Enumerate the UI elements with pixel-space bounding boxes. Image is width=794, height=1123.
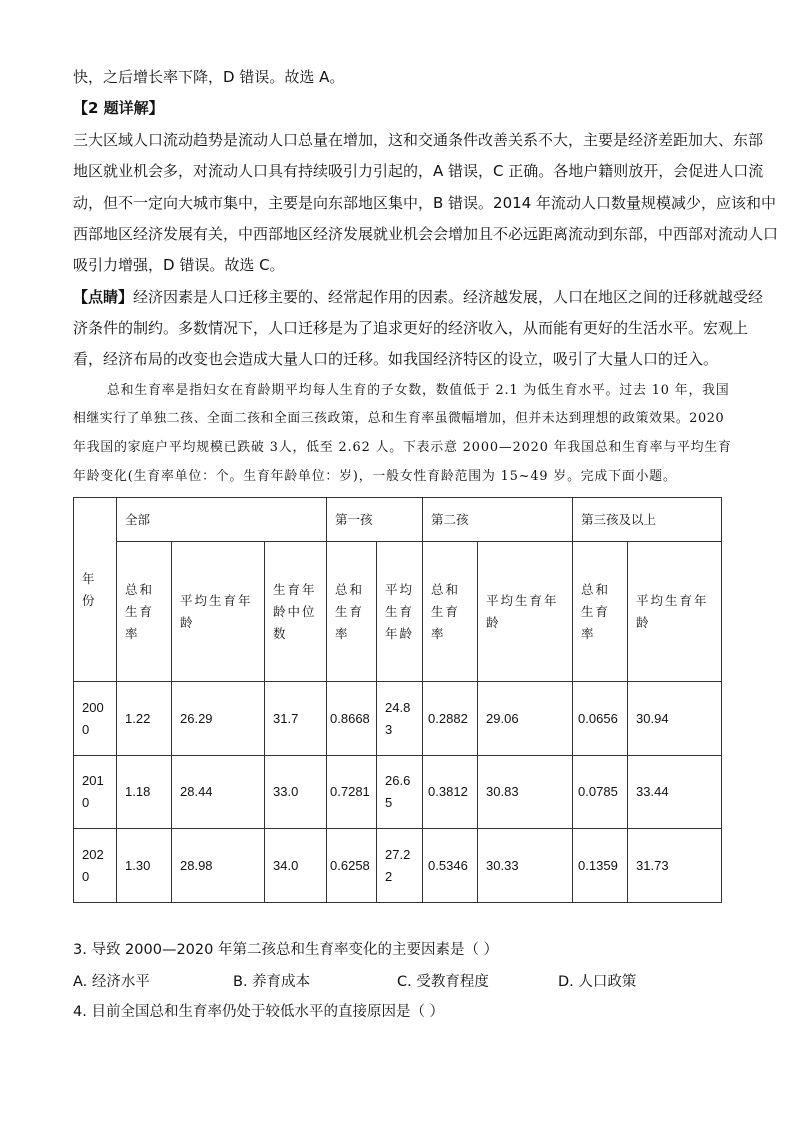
- avg-age-header: 平均生育年龄: [478, 542, 573, 682]
- table-cell: 0.1359: [573, 829, 628, 903]
- question-3: 3. 导致 2000—2020 年第二孩总和生育率变化的主要因素是（ ）: [73, 942, 499, 958]
- group-header: 第一孩: [327, 498, 423, 542]
- table-cell: 26.29: [172, 682, 265, 756]
- tfr-header: 总和生育率: [423, 542, 478, 682]
- note-text-line: 济条件的制约。多数情况下，人口迁移是为了追求更好的经济收入，从而能有更好的生活水平。宏观上: [73, 319, 749, 337]
- tfr-header: 总和生育率: [327, 542, 377, 682]
- answer-text-line: 快，之后增长率下降，D 错误。故选 A。: [73, 68, 345, 86]
- table-cell: 1.22: [117, 682, 172, 756]
- table-cell: 0.7281: [327, 756, 377, 829]
- table-cell: 24.83: [377, 682, 423, 756]
- table-cell: 0.0656: [573, 682, 628, 756]
- table-cell: 27.22: [377, 829, 423, 903]
- detail-heading: 【2 题详解】: [73, 99, 164, 117]
- avg-age-header: 平均生育年龄: [628, 542, 722, 682]
- table-row: [74, 756, 722, 829]
- detail-text-line: 吸引力增强，D 错误。故选 C。: [73, 256, 285, 274]
- avg-age-header: 平均生育年龄: [377, 542, 423, 682]
- detail-text-line: 地区就业机会多，对流动人口具有持续吸引力引起的，A 错误，C 正确。各地户籍则放开，会促进人口流: [73, 162, 764, 180]
- fertility-table: [73, 497, 722, 903]
- median-age-header: 生育年龄中位数: [265, 542, 327, 682]
- tfr-header: 总和生育率: [573, 542, 628, 682]
- table-cell: 28.98: [172, 829, 265, 903]
- table-cell: 0.3812: [423, 756, 478, 829]
- note-text-line: 看，经济布局的改变也会造成大量人口的迁移。如我国经济特区的设立，吸引了大量人口的迁入。: [73, 350, 719, 368]
- year-cell: 2010: [74, 756, 117, 829]
- table-cell: 0.6258: [327, 829, 377, 903]
- question-4: 4. 目前全国总和生育率仍处于较低水平的直接原因是（ ）: [73, 1004, 445, 1020]
- table-cell: 34.0: [265, 829, 327, 903]
- table-row: [74, 829, 722, 903]
- passage-line: 总和生育率是指妇女在育龄期平均每人生育的子女数，数值低于 2.1 为低生育水平。过去 10 年，我国: [107, 383, 730, 398]
- avg-age-header: 平均生育年龄: [172, 542, 265, 682]
- tfr-header: 总和生育率: [117, 542, 172, 682]
- table-cell: 1.18: [117, 756, 172, 829]
- table-cell: 33.0: [265, 756, 327, 829]
- table-cell: 0.8668: [327, 682, 377, 756]
- table-cell: 0.0785: [573, 756, 628, 829]
- table-cell: 28.44: [172, 756, 265, 829]
- table-row: [74, 682, 722, 756]
- table-cell: 30.83: [478, 756, 573, 829]
- table-cell: 33.44: [628, 756, 722, 829]
- passage-line: 年龄变化(生育率单位：个。生育年龄单位：岁)，一般女性育龄范围为 15~49 岁。完成下面小题。: [73, 469, 677, 484]
- option-c[interactable]: C. 受教育程度: [397, 974, 489, 990]
- detail-text-line: 西部地区经济发展有关，中西部地区经济发展就业机会会增加且不必远距离流动到东部，中西部对流动人口: [73, 225, 779, 243]
- option-a[interactable]: A. 经济水平: [73, 974, 150, 990]
- group-header: 第二孩: [423, 498, 573, 542]
- note-text-line: [73, 286, 763, 308]
- passage-line: 相继实行了单独二孩、全面二孩和全面三孩政策，总和生育率虽微幅增加，但并未达到理想的政策效果。2020: [73, 411, 725, 426]
- table-cell: 29.06: [478, 682, 573, 756]
- table-cell: 26.65: [377, 756, 423, 829]
- year-cell: 2000: [74, 682, 117, 756]
- table-cell: 30.33: [478, 829, 573, 903]
- group-header: 第三孩及以上: [573, 498, 722, 542]
- passage-line: 年我国的家庭户平均规模已跌破 3人，低至 2.62 人。下表示意 2000—2020 年我国总和生育率与平均生育: [73, 440, 732, 455]
- option-b[interactable]: B. 养育成本: [233, 974, 311, 990]
- table-cell: 0.5346: [423, 829, 478, 903]
- table-cell: 0.2882: [423, 682, 478, 756]
- note-text: 经济因素是人口迁移主要的、经常起作用的因素。经济越发展，人口在地区之间的迁移就越受经: [133, 288, 764, 306]
- table-cell: 30.94: [628, 682, 722, 756]
- table-cell: 1.30: [117, 829, 172, 903]
- table-cell: 31.7: [265, 682, 327, 756]
- detail-text-line: 三大区域人口流动趋势是流动人口总量在增加，这和交通条件改善关系不大，主要是经济差距加大、东部: [73, 131, 764, 149]
- group-header: 全部: [117, 498, 327, 542]
- table-cell: 31.73: [628, 829, 722, 903]
- option-d[interactable]: D. 人口政策: [558, 974, 637, 990]
- note-label: 【点睛】: [73, 288, 134, 306]
- question-3-options: [73, 970, 753, 992]
- detail-text-line: 动，但不一定向大城市集中，主要是向东部地区集中，B 错误。2014 年流动人口数量规模减少，应该和中: [73, 194, 777, 212]
- year-cell: 2020: [74, 829, 117, 903]
- year-header: 年份: [74, 498, 117, 682]
